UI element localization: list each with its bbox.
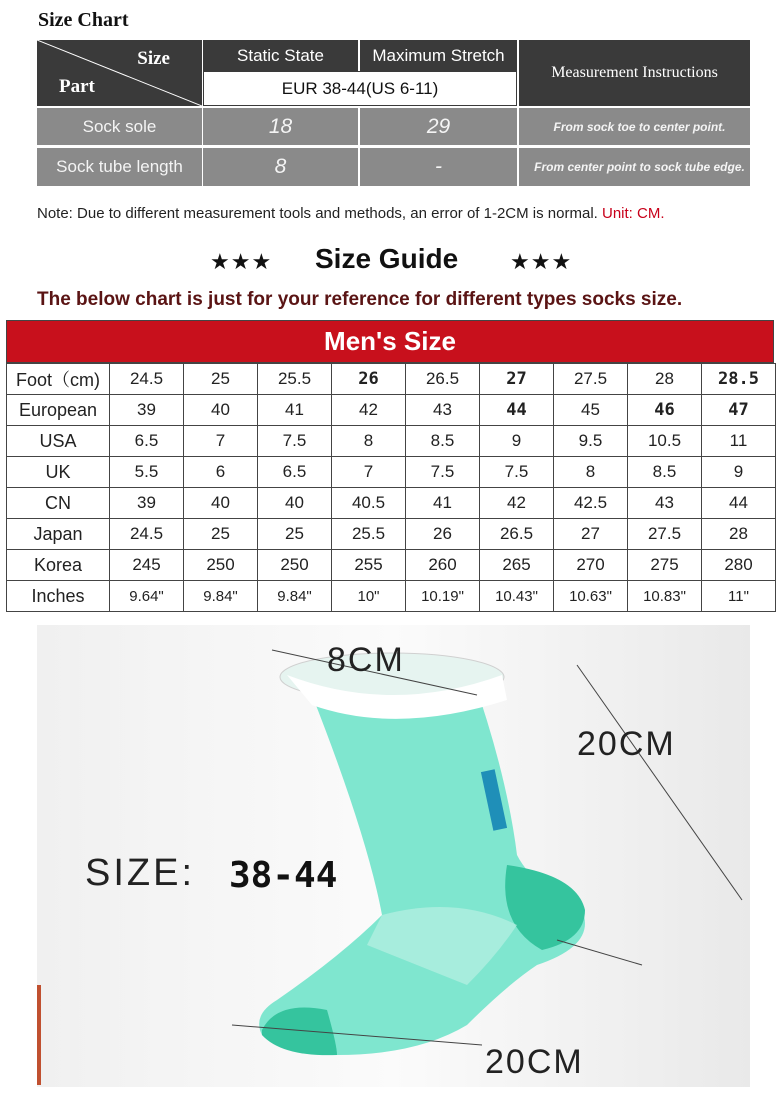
size-cell: 28 [702,519,776,550]
size-cell: 9 [480,426,554,457]
sock-sole-static: 18 [203,108,358,145]
size-cell: 245 [110,550,184,581]
stars-right-icon: ★★★ [510,249,573,274]
size-cell: 5.5 [110,457,184,488]
size-cell: 11" [702,581,776,612]
size-cell: 10.19" [406,581,480,612]
size-label: SIZE: [85,852,196,894]
measurement-note [37,205,665,222]
size-cell: 270 [554,550,628,581]
size-cell: 7.5 [406,457,480,488]
row-part-tube-length: Sock tube length [37,148,202,186]
photo-edge-accent [37,985,41,1085]
size-row [7,488,776,519]
size-cell: 10" [332,581,406,612]
size-cell: 40.5 [332,488,406,519]
tube-length-max: - [360,148,517,186]
size-cell: 250 [258,550,332,581]
size-cell: 27 [554,519,628,550]
size-chart-table [37,40,750,187]
size-cell: 8.5 [406,426,480,457]
size-cell: 7 [332,457,406,488]
unit-label: Unit: CM. [602,205,665,222]
mens-size-title: Men's Size [6,320,774,363]
size-range-cell: EUR 38-44(US 6-11) [203,71,517,106]
size-cell: 24.5 [110,519,184,550]
size-cell: 42 [480,488,554,519]
tube-width-label: 8CM [327,641,405,679]
size-row [7,581,776,612]
size-cell: 9.84" [258,581,332,612]
col-static-header: Static State [203,40,358,71]
size-cell: 10.83" [628,581,702,612]
size-cell: 25.5 [258,364,332,395]
size-cell: 47 [702,395,776,426]
size-cell: 28 [628,364,702,395]
size-cell: 7.5 [258,426,332,457]
size-chart-title: Size Chart [38,9,129,31]
size-cell: 9 [702,457,776,488]
size-cell: 11 [702,426,776,457]
size-row [7,550,776,581]
row-label: Korea [7,550,110,581]
size-cell: 265 [480,550,554,581]
size-guide-heading [0,243,780,279]
size-cell: 250 [184,550,258,581]
size-cell: 26 [406,519,480,550]
size-cell: 8 [554,457,628,488]
mens-size-table [6,320,774,612]
size-cell: 26 [332,364,406,395]
row-label: UK [7,457,110,488]
size-cell: 42 [332,395,406,426]
size-cell: 43 [406,395,480,426]
size-cell: 7.5 [480,457,554,488]
size-cell: 8.5 [628,457,702,488]
size-cell: 27.5 [628,519,702,550]
size-guide-title: Size Guide [315,243,459,274]
row-label: European [7,395,110,426]
size-cell: 41 [258,395,332,426]
size-row [7,364,776,395]
size-cell: 26.5 [406,364,480,395]
size-cell: 27 [480,364,554,395]
tube-length-static: 8 [203,148,358,186]
sock-sole-instruction: From sock toe to center point. [519,108,750,145]
size-cell: 25 [184,519,258,550]
tube-length-instruction: From center point to sock tube edge. [519,148,750,186]
header-size-label: Size [137,48,170,69]
foot-length-label: 20CM [485,1043,584,1081]
row-label: CN [7,488,110,519]
size-cell: 39 [110,395,184,426]
size-guide-subtitle: The below chart is just for your reference for different types socks size. [37,289,683,310]
row-part-sock-sole: Sock sole [37,108,202,145]
size-row [7,426,776,457]
size-cell: 25 [258,519,332,550]
size-row [7,519,776,550]
size-row [7,395,776,426]
size-cell: 10.43" [480,581,554,612]
size-value: 38-44 [229,855,338,896]
size-cell: 25 [184,364,258,395]
col-max-header: Maximum Stretch [360,40,517,71]
size-cell: 44 [702,488,776,519]
header-part-label: Part [59,76,95,97]
row-label: Inches [7,581,110,612]
size-cell: 27.5 [554,364,628,395]
size-cell: 28.5 [702,364,776,395]
size-cell: 46 [628,395,702,426]
size-cell: 280 [702,550,776,581]
size-cell: 6.5 [258,457,332,488]
size-cell: 25.5 [332,519,406,550]
size-cell: 6.5 [110,426,184,457]
size-cell: 45 [554,395,628,426]
size-cell: 40 [184,395,258,426]
mens-size-grid [6,363,776,612]
row-label: Japan [7,519,110,550]
part-size-header-cell [37,40,202,106]
size-cell: 6 [184,457,258,488]
size-cell: 39 [110,488,184,519]
size-cell: 44 [480,395,554,426]
size-cell: 9.5 [554,426,628,457]
tube-height-label: 20CM [577,725,676,763]
sock-sole-max: 29 [360,108,517,145]
size-cell: 41 [406,488,480,519]
stars-left-icon: ★★★ [210,249,273,274]
size-cell: 260 [406,550,480,581]
size-cell: 40 [184,488,258,519]
size-cell: 26.5 [480,519,554,550]
size-cell: 9.84" [184,581,258,612]
size-cell: 10.63" [554,581,628,612]
size-cell: 7 [184,426,258,457]
sock-illustration [37,625,750,1087]
size-cell: 275 [628,550,702,581]
size-cell: 9.64" [110,581,184,612]
row-label: USA [7,426,110,457]
note-text: Note: Due to different measurement tools and methods, an error of 1-2CM is normal. [37,205,598,222]
size-cell: 43 [628,488,702,519]
size-cell: 255 [332,550,406,581]
size-cell: 40 [258,488,332,519]
size-row [7,457,776,488]
size-cell: 24.5 [110,364,184,395]
col-instructions-header: Measurement Instructions [519,40,750,106]
row-label: Foot（cm) [7,364,110,395]
size-cell: 8 [332,426,406,457]
size-cell: 42.5 [554,488,628,519]
size-cell: 10.5 [628,426,702,457]
